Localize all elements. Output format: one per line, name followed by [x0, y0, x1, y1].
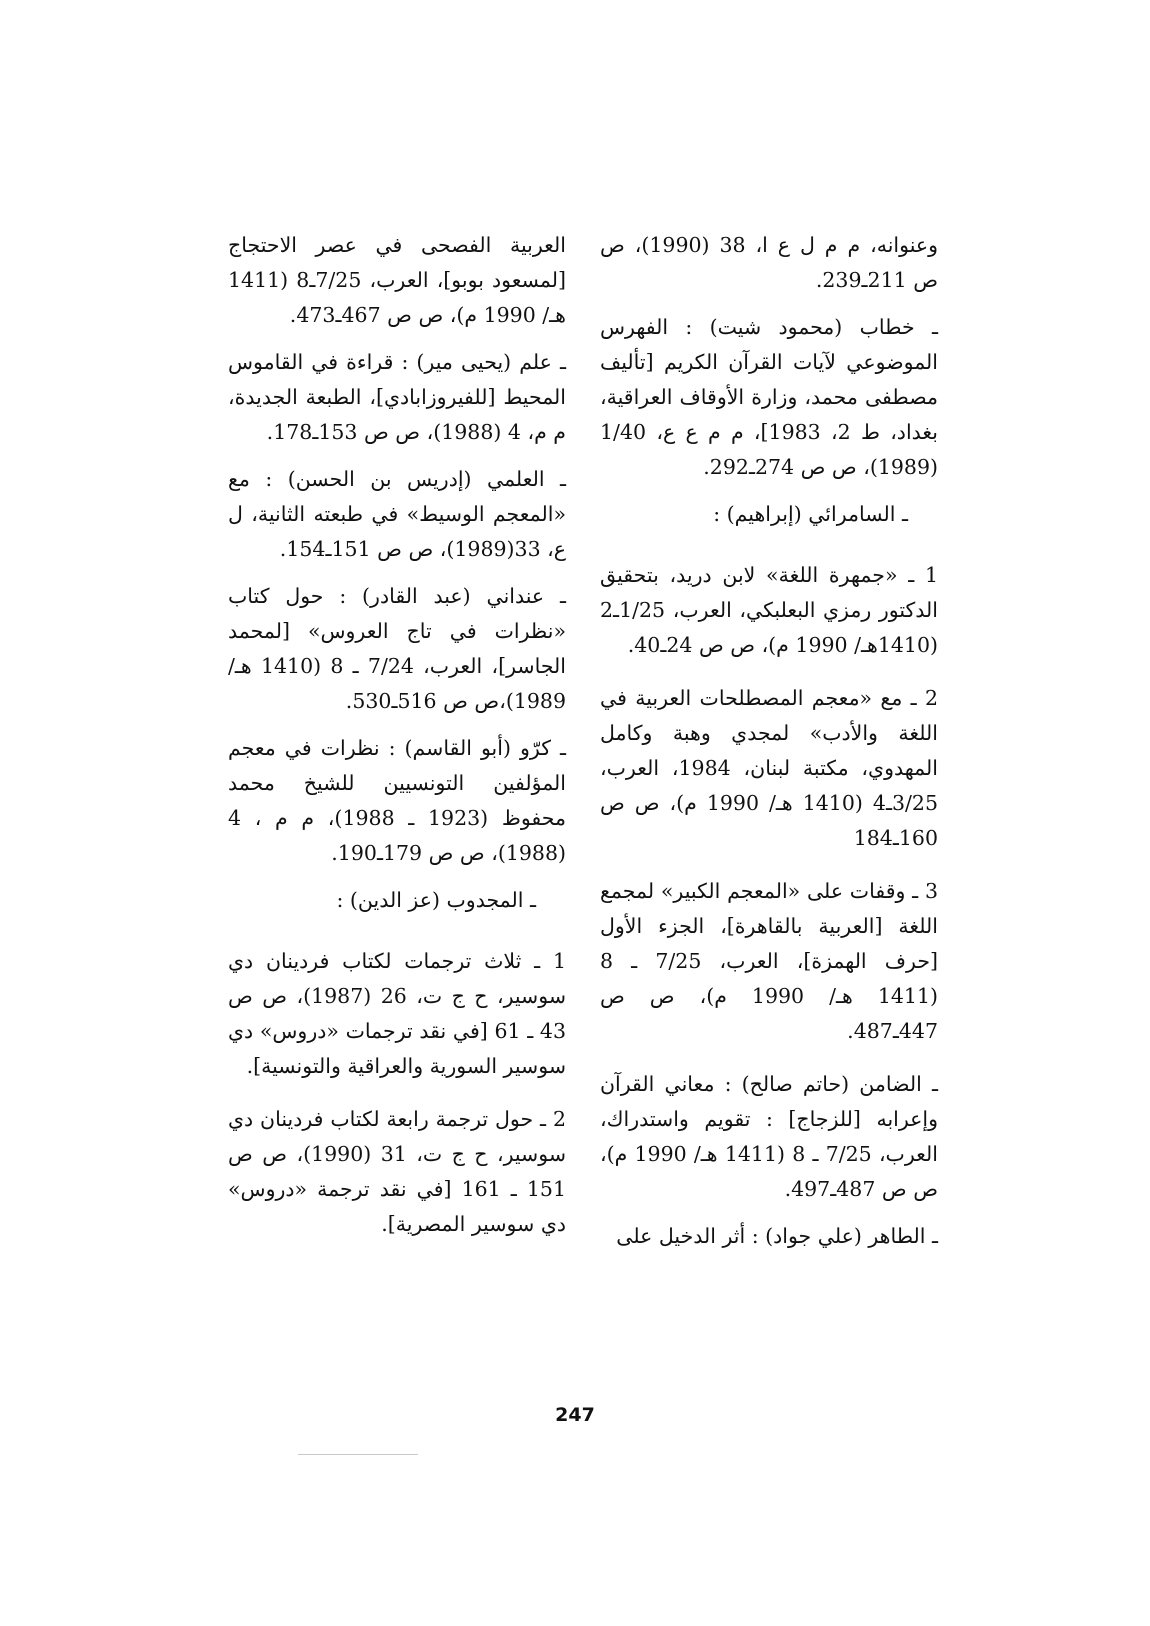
bibliography-entry: ـ الضامن (حاتم صالح) : معاني القرآن وإعرابه [للزجاج] : تقويم واستدراك، العرب، 7/25 ـ 8 (1411 هـ/ 1990 م)، ص ص 487ـ497. [600, 1072, 938, 1201]
bibliography-entry: العربية الفصحى في عصر الاحتجاج [لمسعود بوبو]، العرب، 7/25ـ8 (1411 هـ/ 1990 م)، ص ص 467ـ473. [228, 233, 567, 327]
bibliography-entry: وعنوانه، م م ل ع ا، 38 (1990)، ص ص 211ـ239. [600, 233, 939, 292]
bibliography-entry: ـ علم (يحيى مير) : قراءة في القاموس المحيط [للفيروزابادي]، الطبعة الجديدة، م م، 4 (1988)، ص ص 153ـ178. [228, 350, 566, 444]
bibliography-entry: ـ كرّو (أبو القاسم) : نظرات في معجم المؤلفين التونسيين للشيخ محمد محفوظ (1923 ـ 1988)، م م ، 4 (1988)، ص ص 179ـ190. [228, 736, 566, 865]
scan-artifact-line [298, 1454, 418, 1455]
bibliography-entry: ـ الطاهر (علي جواد) : أثر الدخيل على [616, 1224, 938, 1248]
right-column [600, 228, 938, 1266]
bibliography-entry: ـ عنداني (عبد القادر) : حول كتاب «نظرات في تاج العروس» [لمحمد الجاسر]، العرب، 7/24 ـ 8 (1410 هـ/ 1989)،ص ص 516ـ530. [228, 584, 566, 713]
bibliography-subentry: 2 ـ مع «معجم المصطلحات العربية في اللغة والأدب» لمجدي وهبة وكامل المهدوي، مكتبة لبنان، 1984، العرب، 3/25ـ4 (1410 هـ/ 1990 م)، ص ص 160ـ184 [600, 686, 938, 850]
bibliography-subentry: 1 ـ «جمهرة اللغة» لابن دريد، بتحقيق الدكتور رمزي البعلبكي، العرب، 1/25ـ2 (1410هـ/ 1990 م)، ص ص 24ـ40. [600, 563, 938, 657]
bibliography-subentry: 2 ـ حول ترجمة رابعة لكتاب فردينان دي سوسير، ح ج ت، 31 (1990)، ص ص 151 ـ 161 [في نقد ترجمة «دروس» دي سوسير المصرية]. [228, 1107, 567, 1236]
page-number: 247 [555, 1404, 595, 1426]
left-column [228, 228, 566, 1260]
bibliography-subentry: 3 ـ وقفات على «المعجم الكبير» لمجمع اللغة [العربية بالقاهرة]، الجزء الأول [حرف الهمزة]، العرب، 7/25 ـ 8 (1411 هـ/ 1990 م)، ص ص 447ـ487. [600, 879, 939, 1043]
bibliography-entry: ـ العلمي (إدريس بن الحسن) : مع «المعجم الوسيط» في طبعته الثانية، ل ع، 33(1989)، ص ص 151ـ154. [228, 467, 566, 561]
bibliography-entry: ـ خطاب (محمود شيت) : الفهرس الموضوعي لآيات القرآن الكريم [تأليف مصطفى محمد، وزارة الأوقاف العراقية، بغداد، ط 2، 1983]، م م ع ع، 1/40 (1989)، ص ص 274ـ292. [600, 315, 938, 479]
author-heading: ـ السامرائي (إبراهيم) : [713, 502, 908, 526]
bibliography-subentry: 1 ـ ثلاث ترجمات لكتاب فردينان دي سوسير، ح ج ت، 26 (1987)، ص ص 43 ـ 61 [في نقد ترجمات «دروس» دي سوسير السورية والعراقية والتونسية]. [228, 949, 567, 1078]
author-heading: ـ المجدوب (عز الدين) : [336, 888, 536, 912]
